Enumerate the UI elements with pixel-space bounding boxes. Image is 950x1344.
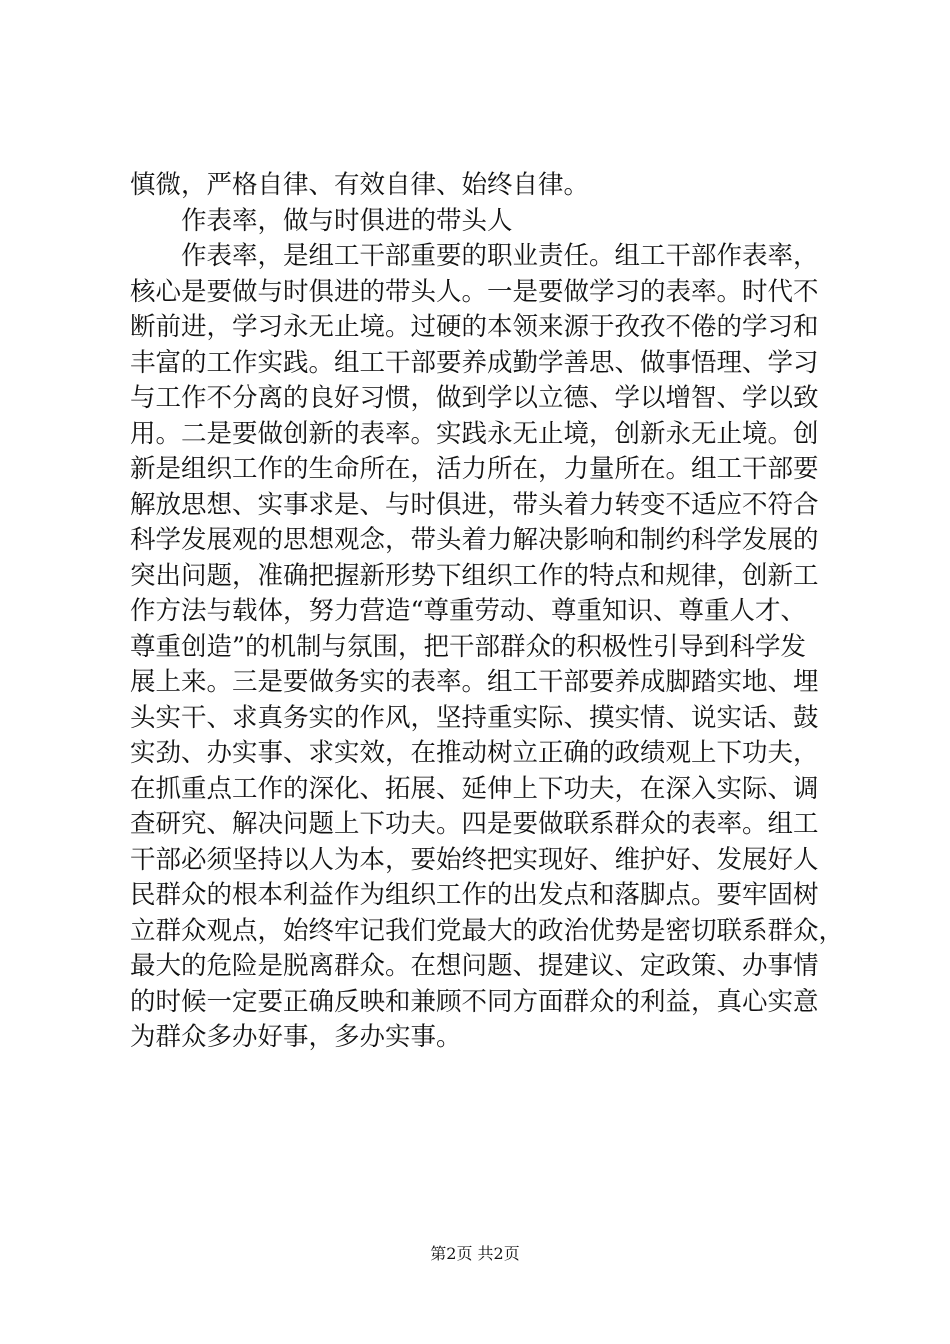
opening-line: 慎微，严格自律、有效自律、始终自律。 xyxy=(130,170,590,200)
paragraph-line: 展上来。三是要做务实的表率。组工干部要养成脚踏实地、埋 xyxy=(130,667,819,697)
paragraph-line: 民群众的根本利益作为组织工作的出发点和落脚点。要牢固树 xyxy=(130,880,819,910)
paragraph-line: 科学发展观的思想观念，带头着力解决影响和制约科学发展的 xyxy=(130,525,819,555)
paragraph-line: 立群众观点，始终牢记我们党最大的政治优势是密切联系群众， xyxy=(130,915,845,946)
paragraph-line: 丰富的工作实践。组工干部要养成勤学善思、做事悟理、学习 xyxy=(130,347,819,378)
paragraph-line: 解放思想、实事求是、与时俱进，带头着力转变不适应不符合 xyxy=(130,489,819,520)
paragraph-line: 头实干、求真务实的作风，坚持重实际、摸实情、说实话、鼓 xyxy=(130,702,819,733)
paragraph-line: 实劲、办实事、求实效，在推动树立正确的政绩观上下功夫， xyxy=(130,738,819,768)
paragraph-line: 与工作不分离的良好习惯，做到学以立德、学以增智、学以致 xyxy=(130,383,819,413)
paragraph-line: 为群众多办好事，多办实事。 xyxy=(130,1022,462,1052)
paragraph-line: 作方法与载体，努力营造“尊重劳动、尊重知识、尊重人才、 xyxy=(130,596,807,626)
paragraph-line: 断前进，学习永无止境。过硬的本领来源于孜孜不倦的学习和 xyxy=(130,312,819,342)
paragraph-line: 干部必须坚持以人为本，要始终把实现好、维护好、发展好人 xyxy=(130,844,819,875)
paragraph-line: 突出问题，准确把握新形势下组织工作的特点和规律，创新工 xyxy=(130,560,819,591)
section-heading: 作表率，做与时俱进的带头人 xyxy=(181,205,513,236)
paragraph-line: 最大的危险是脱离群众。在想问题、提建议、定政策、办事情 xyxy=(130,951,819,981)
paragraph-line: 核心是要做与时俱进的带头人。一是要做学习的表率。时代不 xyxy=(130,276,819,307)
paragraph-line: 的时候一定要正确反映和兼顾不同方面群众的利益，真心实意 xyxy=(130,986,819,1017)
paragraph-line: 新是组织工作的生命所在，活力所在，力量所在。组工干部要 xyxy=(130,454,819,484)
page-number: 第2页 共2页 xyxy=(430,1244,520,1263)
page-footer xyxy=(0,1244,950,1264)
paragraph-line: 用。二是要做创新的表率。实践永无止境，创新永无止境。创 xyxy=(130,418,819,449)
body-paragraph xyxy=(130,239,845,1056)
document-body xyxy=(130,168,845,1056)
paragraph-line: 尊重创造”的机制与氛围，把干部群众的积极性引导到科学发 xyxy=(130,631,807,662)
paragraph-line: 在抓重点工作的深化、拓展、延伸上下功夫，在深入实际、调 xyxy=(130,773,819,804)
paragraph-line: 作表率，是组工干部重要的职业责任。组工干部作表率， xyxy=(181,241,819,271)
paragraph-line: 查研究、解决问题上下功夫。四是要做联系群众的表率。组工 xyxy=(130,809,819,839)
